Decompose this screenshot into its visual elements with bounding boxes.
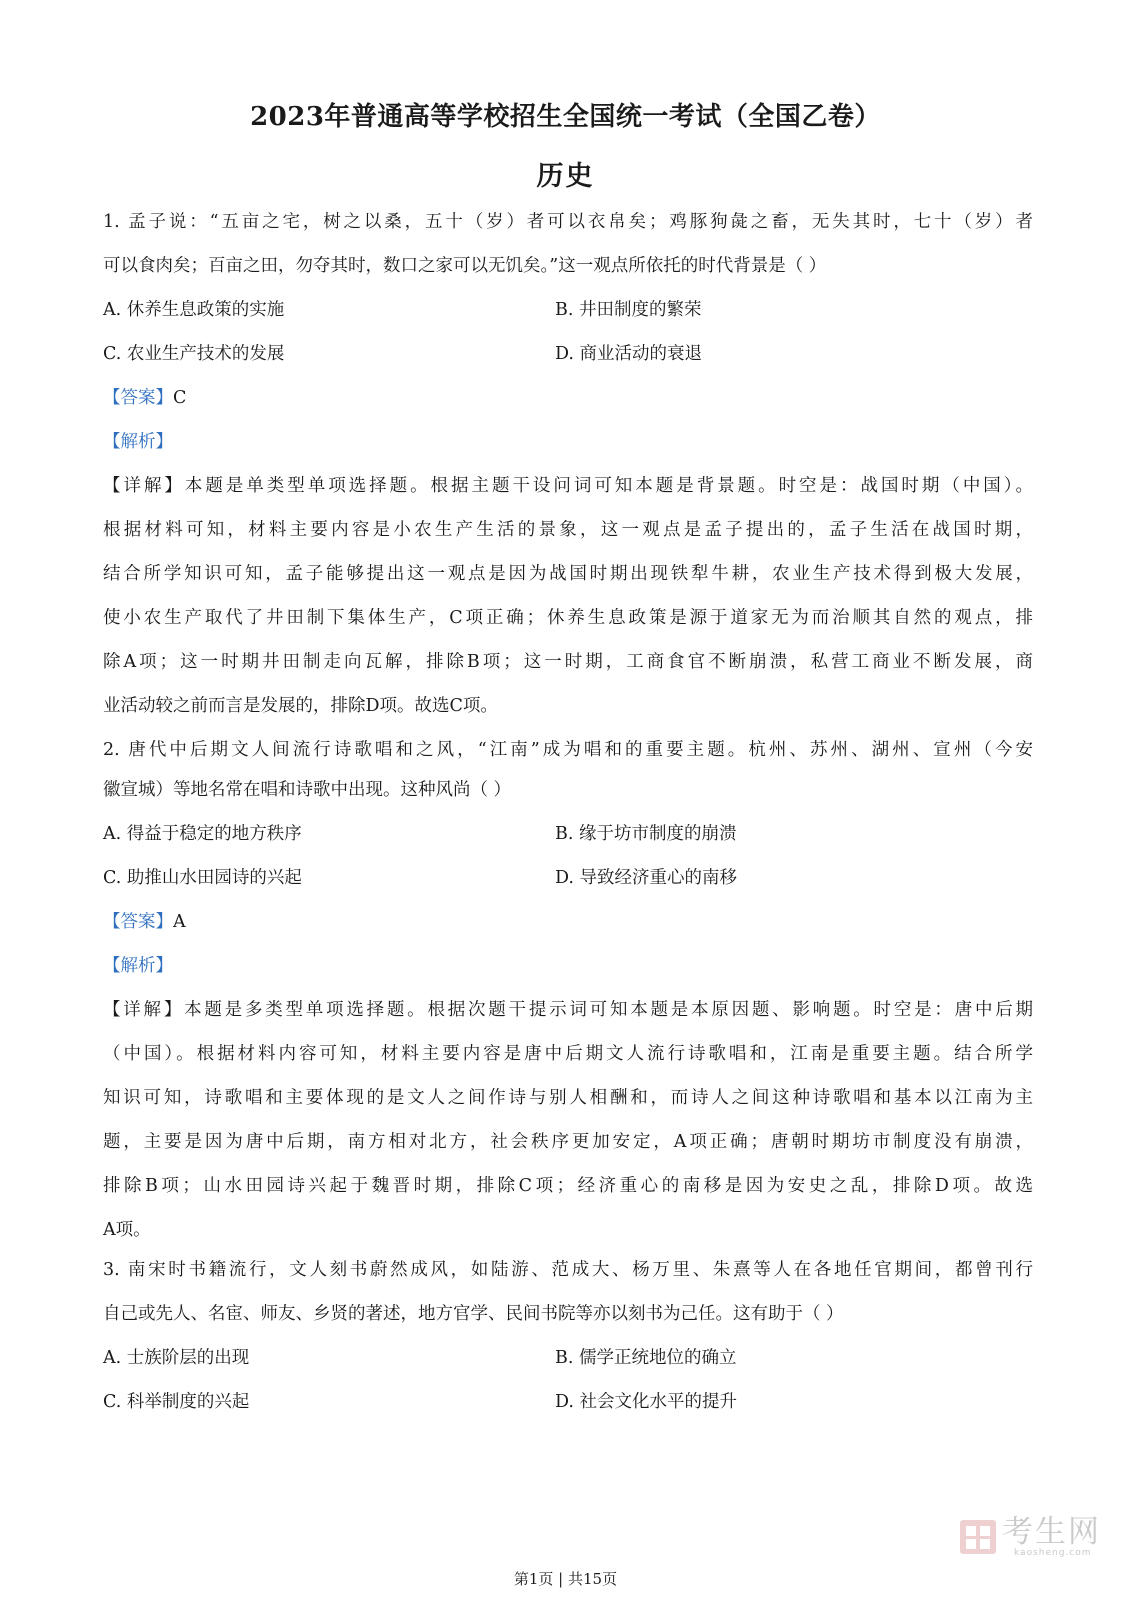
q1-detail-line-3: 结合所学知识可知，孟子能够提出这一观点是因为战国时期出现铁犁牛耕，农业生产技术得到极大发展，	[103, 564, 1033, 584]
q2-option-d: D. 导致经济重心的南移	[555, 868, 738, 888]
q2-detail-line-5: 排除B项；山水田园诗兴起于魏晋时期，排除C项；经济重心的南移是因为安史之乱，排除D项。故选	[103, 1176, 1033, 1196]
q1-detail-line-1: 【详解】本题是单类型单项选择题。根据主题干设问词可知本题是背景题。时空是：战国时期（中国）。	[103, 476, 1033, 496]
q1-option-d: D. 商业活动的衰退	[555, 344, 703, 364]
q2-option-c: C. 助推山水田园诗的兴起	[103, 868, 302, 888]
q2-detail-line-6: A项。	[103, 1220, 151, 1240]
q2-option-b: B. 缘于坊市制度的崩溃	[555, 824, 737, 844]
answer-label: 【答案】	[103, 388, 173, 408]
q1-answer	[103, 386, 186, 410]
q1-option-a: A. 休养生息政策的实施	[103, 300, 285, 320]
kaosheng-logo-icon	[958, 1517, 998, 1557]
q1-option-b: B. 井田制度的繁荣	[555, 300, 702, 320]
q2-detail-line-2: （中国）。根据材料内容可知，材料主要内容是唐中后期文人流行诗歌唱和，江南是重要主题。结合所学	[103, 1044, 1033, 1064]
q2-detail-line-1: 【详解】本题是多类型单项选择题。根据次题干提示词可知本题是本原因题、影响题。时空是：唐中后期	[103, 1000, 1033, 1020]
q1-detail-line-6: 业活动较之前而言是发展的，排除D项。故选C项。	[103, 696, 498, 716]
q2-answer	[103, 910, 186, 934]
q3-option-b: B. 儒学正统地位的确立	[555, 1348, 737, 1368]
q2-detail-line-4: 题，主要是因为唐中后期，南方相对北方，社会秩序更加安定，A项正确；唐朝时期坊市制度没有崩溃，	[103, 1132, 1033, 1152]
q1-analysis-label: 【解析】	[103, 432, 173, 452]
subject-title: 历史	[536, 161, 595, 192]
q1-detail-line-4: 使小农生产取代了井田制下集体生产，C项正确；休养生息政策是源于道家无为而治顺其自然的观点，排	[103, 608, 1033, 628]
q1-detail-line-2: 根据材料可知，材料主要内容是小农生产生活的景象，这一观点是孟子提出的，孟子生活在战国时期，	[103, 520, 1033, 540]
q1-stem-line-2: 可以食肉矣；百亩之田，勿夺其时，数口之家可以无饥矣。”这一观点所依托的时代背景是（ ）	[103, 256, 827, 276]
exam-title: 2023年普通高等学校招生全国统一考试（全国乙卷）	[250, 102, 881, 132]
q3-option-a: A. 士族阶层的出现	[103, 1348, 250, 1368]
kaosheng-watermark-logo	[958, 1515, 1108, 1559]
q3-option-d: D. 社会文化水平的提升	[555, 1392, 738, 1412]
q2-stem-line-2: 徽宣城）等地名常在唱和诗歌中出现。这种风尚（ ）	[103, 780, 512, 800]
q3-stem-line-1: 3. 南宋时书籍流行，文人刻书蔚然成风，如陆游、范成大、杨万里、朱熹等人在各地任官期间，都曾刊行	[103, 1260, 1033, 1280]
answer-value: C	[173, 388, 187, 408]
answer-label: 【答案】	[103, 912, 173, 932]
q2-stem-line-1: 2. 唐代中后期文人间流行诗歌唱和之风，“江南”成为唱和的重要主题。杭州、苏州、湖州、宣州（今安	[103, 740, 1033, 760]
watermark-domain: kaosheng.com	[1014, 1548, 1092, 1558]
q1-option-c: C. 农业生产技术的发展	[103, 344, 285, 364]
page-footer: 第1页 | 共15页	[513, 1570, 618, 1588]
q2-analysis-label: 【解析】	[103, 956, 173, 976]
q2-option-a: A. 得益于稳定的地方秩序	[103, 824, 302, 844]
q1-detail-line-5: 除A项；这一时期井田制走向瓦解，排除B项；这一时期，工商食官不断崩溃，私营工商业不断发展，商	[103, 652, 1033, 672]
q1-stem-line-1: 1. 孟子说：“五亩之宅，树之以桑，五十（岁）者可以衣帛矣；鸡豚狗彘之畜，无失其时，七十（岁）者	[103, 212, 1033, 232]
q2-detail-line-3: 知识可知，诗歌唱和主要体现的是文人之间作诗与别人相酬和，而诗人之间这种诗歌唱和基本以江南为主	[103, 1088, 1033, 1108]
answer-value: A	[173, 912, 186, 932]
q3-option-c: C. 科举制度的兴起	[103, 1392, 250, 1412]
watermark-brand: 考生网	[1002, 1514, 1101, 1550]
q3-stem-line-2: 自己或先人、名宦、师友、乡贤的著述，地方官学、民间书院等亦以刻书为己任。这有助于（ ）	[103, 1304, 844, 1324]
